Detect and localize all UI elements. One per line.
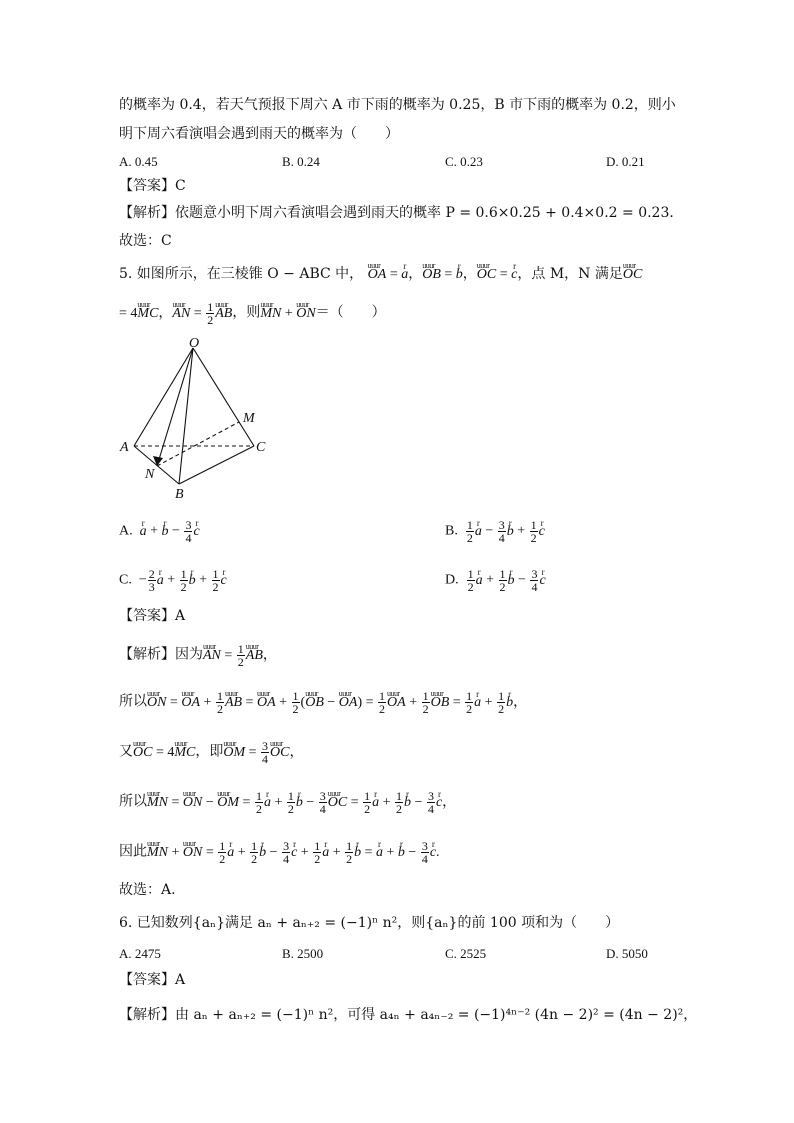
q4-answer: 【答案】C [119,178,186,194]
q6-answer: 【答案】A [119,972,186,988]
q5-formula-2: uuur ON = uuur OA + $\frac{1}{2}$ uuur AB = uuur OA + $\frac{1}{2}$ (uuur OB − uuur OA) = $\frac{1}{2}$ uuur OA + $\frac{1}{2}$ uuur OB = $\frac{1}{2}$ r a + $\frac{1}{2}$ r b， [147,695,527,710]
q4-stem-line2: 明下周六看演唱会遇到雨天的概率为（ ） [119,126,399,142]
q5-analysis-line3 [119,740,304,765]
edge-bc [179,446,254,484]
q5-formula-5: uuur MN + uuur ON = $\frac{1}{2}$ r a + $\frac{1}{2}$ r b − $\frac{3}{4}$ r c + $\frac{1}{2}$ r a + $\frac{1}{2}$ r b = r a + r b − $\frac{3}{4}$ r c. [147,845,440,860]
q5-analysis-line2 [119,690,527,715]
q5-analysis-so-2: 所以 [119,793,147,810]
q5-option-b: B. $\frac{1}{2}$ r a − $\frac{3}{4}$ r b + $\frac{1}{2}$ r c [445,519,545,544]
q6-option-b: B. 2500 [282,946,324,961]
q5-formula-3b: uuur OM = $\frac{3}{4}$ uuur OC， [223,745,303,760]
q5-stem-mid: ，点 M，N 满足 [517,266,623,282]
q5-analysis-so: 所以 [119,693,147,710]
q5-option-a: A. r a + r b − $\frac{3}{4}$ r c [119,519,200,544]
q6-option-a: A. 2475 [119,946,161,961]
q6-option-c: C. 2525 [445,946,487,961]
label-a: A [120,440,129,455]
label-m: M [243,411,255,426]
q5-target-expr: uuur MN + uuur ON [260,306,315,321]
q5-analysis-label: 【解析】 [119,646,175,663]
label-c: C [256,440,266,455]
q5-analysis-line4 [119,790,456,815]
label-n: N [145,467,155,482]
q5-analysis-line1 [119,643,277,668]
edge-oc [193,348,254,446]
q5-vector-oc: uuur OC [623,267,642,282]
q4-option-c: C. 0.23 [445,154,483,169]
q5-analysis-therefore: 因此 [119,843,147,860]
label-o: O [189,336,200,351]
q5-stem-prefix: 5. 如图所示，在三棱锥 O − ABC 中， [119,266,364,282]
q4-option-d: D. 0.21 [606,154,645,169]
vector-on-arrowhead [153,456,163,466]
q5-stem-line2 [119,301,386,326]
q5-analysis-line5 [119,840,440,865]
q5-option-d: D. $\frac{1}{2}$ r a + $\frac{1}{2}$ r b − $\frac{3}{4}$ r c [445,568,546,593]
q6-analysis: 【解析】由 aₙ + aₙ₊₂ = (−1)ⁿ n²，可得 a₄ₙ + a₄ₙ₋₂ = (−1)⁴ⁿ⁻² (4n − 2)² = (4n − 2)²， [119,1007,698,1023]
q5-analysis-that-is: ，即 [195,743,224,760]
q5-formula-1: uuur AN = $\frac{1}{2}$ uuur AB， [203,648,277,663]
q6-option-d: D. 5050 [606,946,648,961]
q4-option-b: B. 0.24 [282,154,320,169]
tetrahedron-figure [112,336,287,501]
q5-option-c: C. − $\frac{2}{3}$ r a + $\frac{1}{2}$ r b + $\frac{1}{2}$ r c [119,568,227,593]
q5-stem-line2-end: ，则 [232,304,261,321]
vector-on [157,348,193,466]
q5-stem-line1 [119,264,642,285]
q5-vector-defs: uuur OA = r a，uuur OB = r b，uuur OC = r c [368,267,518,282]
q5-analysis-because: 因为 [175,646,203,663]
q5-condition: = 4uuur MC，uuur AN = $\frac{1}{2}$ uuur AB [119,306,232,321]
q5-formula-4: uuur MN = uuur ON − uuur OM = $\frac{1}{2}$ r a + $\frac{1}{2}$ r b − $\frac{3}{4}$ uuur OC = $\frac{1}{2}$ r a + $\frac{1}{2}$ r b − $\frac{3}{4}$ r c， [147,795,456,810]
q5-answer: 【答案】A [119,608,186,624]
q4-option-a: A. 0.45 [119,154,158,169]
q4-analysis: 【解析】依题意小明下周六看演唱会遇到雨天的概率 P = 0.6×0.25 + 0.4×0.2 = 0.23． [119,205,684,221]
q4-conclusion: 故选：C [119,233,172,249]
edge-ab [134,446,179,484]
label-b: B [175,487,184,501]
q5-formula-3a: uuur OC = 4uuur MC [133,745,195,760]
q5-stem-paren: ＝（ ） [315,304,386,321]
q5-conclusion: 故选：A. [119,882,176,898]
q5-analysis-also: 又 [119,743,133,760]
q4-stem-line1: 的概率为 0.4，若天气预报下周六 A 市下雨的概率为 0.25，B 市下雨的概率为 0.2，则小 [119,97,676,113]
q6-stem: 6. 已知数列{aₙ}满足 aₙ + aₙ₊₂ = (−1)ⁿ n²，则{aₙ}的前 100 项和为（ ） [119,915,620,931]
